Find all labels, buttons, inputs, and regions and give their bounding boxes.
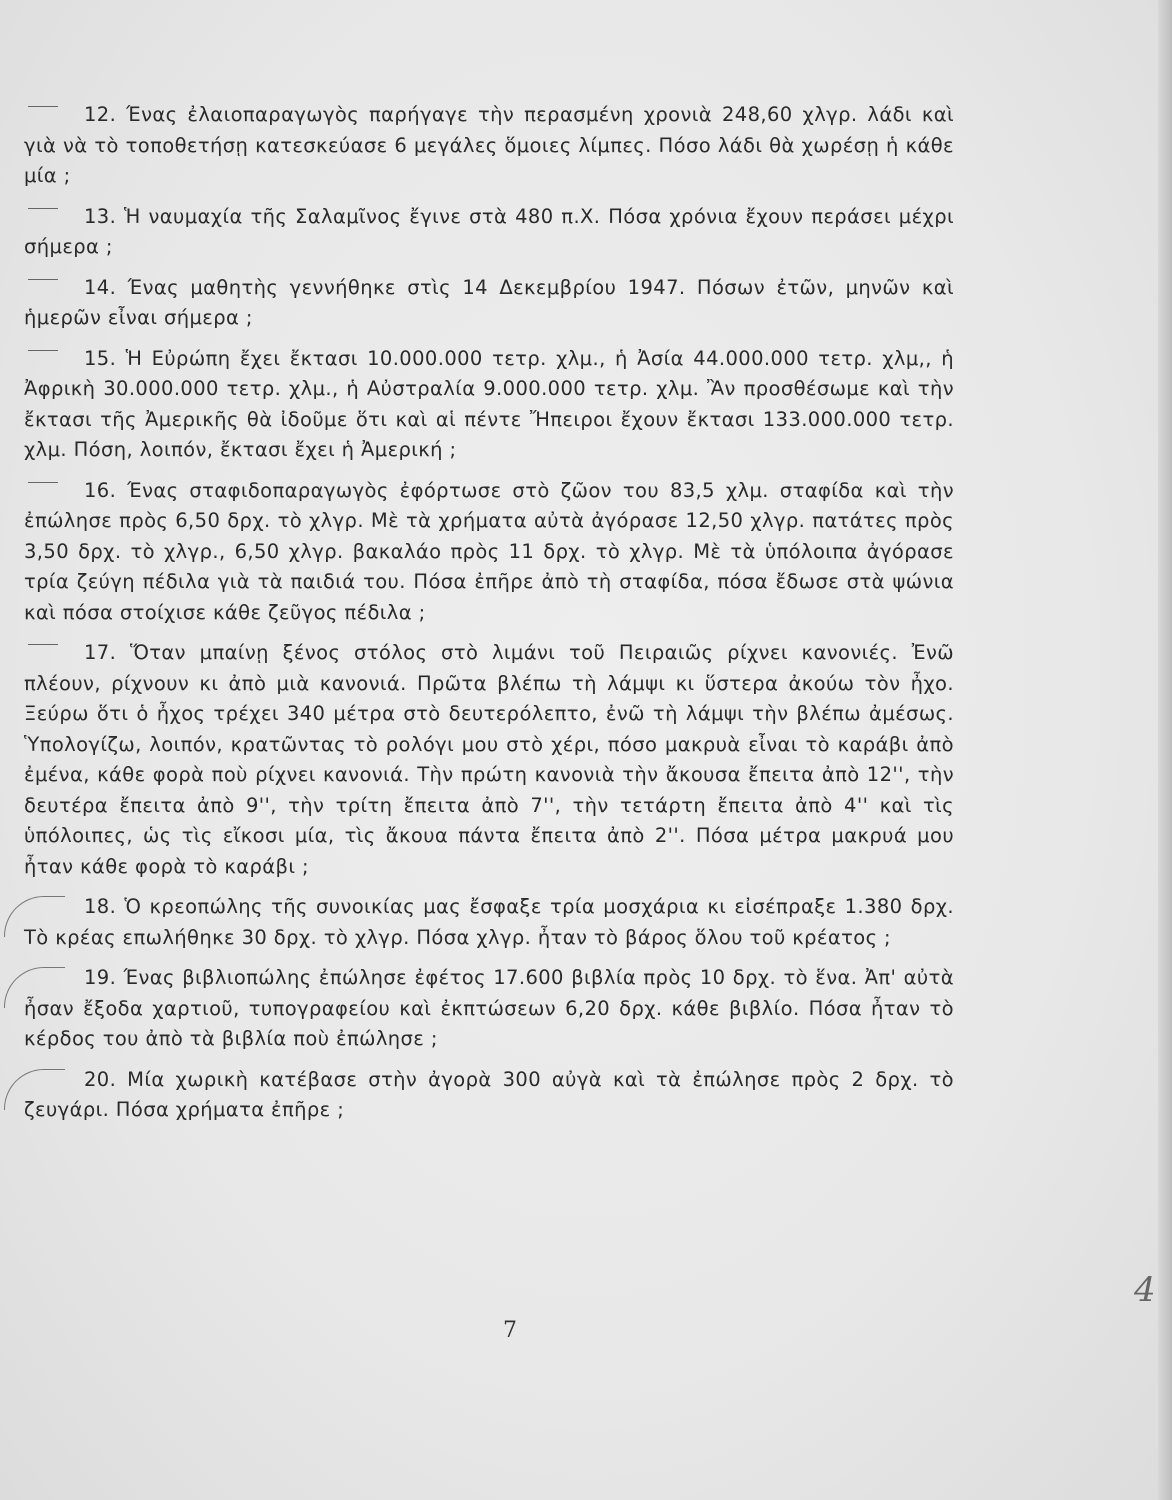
problem-text: Ἡ Εὐρώπη ἔχει ἔκτασι 10.000.000 τετρ. χλμ., ἡ Ἀσία 44.000.000 τετρ. χλμ,, ἡ Ἀφρικὴ 30.000.000 τετρ. χλμ., ἡ Αὐστραλία 9.000.000 τετρ. χλμ. Ἂν προσθέσωμε καὶ τὴν ἔκτασι τῆς Ἀμερικῆς θὰ ἰδοῦμε ὅτι καὶ αἱ πέντε Ἤπειροι ἔχουν ἔκτασι 133.000.000 τετρ. χλμ. Πόση, λοιπόν, ἔκτασι ἔχει ἡ Ἀμερική ; bbox=[24, 346, 954, 461]
problem-text: Ὁ κρεοπώλης τῆς συνοικίας μας ἔσφαξε τρία μοσχάρια κι εἰσέπραξε 1.380 δρχ. Τὸ κρέας επωλήθηκε 30 δρχ. τὸ χλγρ. Πόσα χλγρ. ἦταν τὸ βάρος ὅλου τοῦ κρέατος ; bbox=[24, 895, 954, 949]
problem-13 bbox=[24, 202, 954, 263]
page-number: 7 bbox=[503, 1318, 517, 1343]
pencil-dash-mark bbox=[28, 279, 58, 280]
problem-text: Ένας σταφιδοπαραγωγὸς ἐφόρτωσε στὸ ζῶον του 83,5 χλμ. σταφίδα καὶ τὴν ἐπώλησε πρὸς 6,50 δρχ. τὸ χλγρ. Μὲ τὰ χρήματα αὐτὰ ἀγόρασε 12,50 χλγρ. πατάτες πρὸς 3,50 δρχ. τὸ χλγρ., 6,50 χλγρ. βακαλάο πρὸς 11 δρχ. τὸ χλγρ. Μὲ τὰ ὑπόλοιπα ἀγόρασε τρία ζεύγη πέδιλα γιὰ τὰ παιδιά του. Πόσα ἐπῆρε ἀπὸ τὴ σταφίδα, πόσα ἔδωσε στὰ ψώνια καὶ πόσα στοίχισε κάθε ζεῦγος πέδιλα ; bbox=[24, 478, 954, 624]
problem-text: Ἡ ναυμαχία τῆς Σαλαμῖνος ἔγινε στὰ 480 π.Χ. Πόσα χρόνια ἔχουν περάσει μέχρι σήμερα ; bbox=[24, 204, 954, 258]
pencil-dash-mark bbox=[28, 644, 58, 645]
margin-handwritten-note: 4 bbox=[1134, 1270, 1156, 1310]
page-edge-shadow bbox=[1158, 0, 1172, 1500]
problem-text: Ὅταν μπαίνῃ ξένος στόλος στὸ λιμάνι τοῦ Πειραιῶς ρίχνει κανονιές. Ἐνῶ πλέουν, ρίχνουν κι ἀπὸ μιὰ κανονιά. Πρῶτα βλέπω τὴ λάμψι κι ὕστερα ἀκούω τὸν ἦχο. Ξεύρω ὅτι ὁ ἦχος τρέχει 340 μέτρα στὸ δευτερόλεπτο, ἐνῶ τὴ λάμψι τὴν βλέπω ἀμέσως. Ὑπολογίζω, λοιπόν, κρατῶντας τὸ ρολόγι μου στὸ χέρι, πόσο μακρυὰ εἶναι τὸ καράβι ἀπὸ ἐμένα, κάθε φορὰ ποὺ ρίχνει κανονιά. Τὴν πρώτη κανονιὰ τὴν ἄκουσα ἔπειτα ἀπὸ 12'', τὴν δευτέρα ἔπειτα ἀπὸ 9'', τὴν τρίτη ἔπειτα ἀπὸ 7'', τὴν τετάρτη ἔπειτα ἀπὸ 4'' καὶ τὶς ὑπόλοιπες, ὡς τὶς εἴκοσι μία, τὶς ἄκουα πάντα ἔπειτα ἀπὸ 2''. Πόσα μέτρα μακρυά μου ἦταν κάθε φορὰ τὸ καράβι ; bbox=[24, 641, 954, 878]
problem-number: 15. bbox=[84, 346, 117, 370]
problem-19 bbox=[24, 963, 954, 1055]
problem-text: Ένας μαθητὴς γεννήθηκε στὶς 14 Δεκεμβρίου 1947. Πόσων ἐτῶν, μηνῶν καὶ ἡμερῶν εἶναι σήμερα ; bbox=[24, 275, 954, 329]
problem-17 bbox=[24, 638, 954, 882]
pencil-dash-mark bbox=[28, 208, 58, 209]
problem-text: Μία χωρικὴ κατέβασε στὴν ἀγορὰ 300 αὐγὰ καὶ τὰ ἐπώλησε πρὸς 2 δρχ. τὸ ζευγάρι. Πόσα χρήματα ἐπῆρε ; bbox=[24, 1067, 954, 1121]
problem-number: 18. bbox=[84, 895, 117, 918]
problem-18 bbox=[24, 892, 954, 953]
pencil-dash-mark bbox=[28, 350, 58, 351]
pencil-dash-mark bbox=[28, 482, 58, 483]
pencil-arc-mark bbox=[4, 1069, 65, 1110]
pencil-arc-mark bbox=[4, 967, 65, 1008]
pencil-arc-mark bbox=[4, 896, 65, 937]
problem-12 bbox=[24, 100, 954, 192]
problem-number: 12. bbox=[84, 103, 117, 126]
problem-number: 20. bbox=[84, 1067, 117, 1091]
problem-number: 19. bbox=[84, 966, 117, 989]
problem-text: Ένας βιβλιοπώλης ἐπώλησε ἐφέτος 17.600 βιβλία πρὸς 10 δρχ. τὸ ἕνα. Ἀπ' αὐτὰ ἦσαν ἔξοδα χαρτιοῦ, τυπογραφείου καὶ ἐκπτώσεων 6,20 δρχ. κάθε βιβλίο. Πόσα ἦταν τὸ κέρδος του ἀπὸ τὰ βιβλία ποὺ ἐπώλησε ; bbox=[24, 966, 954, 1050]
problem-number: 13. bbox=[84, 204, 117, 228]
problem-list bbox=[24, 100, 954, 1136]
problem-number: 17. bbox=[84, 641, 117, 664]
problem-20 bbox=[24, 1065, 954, 1126]
pencil-dash-mark bbox=[28, 106, 58, 107]
problem-text: Ένας ἐλαιοπαραγωγὸς παρήγαγε τὴν περασμένη χρονιὰ 248,60 χλγρ. λάδι καὶ γιὰ νὰ τὸ τοποθετήσῃ κατεσκεύασε 6 μεγάλες ὅμοιες λίμπες. Πόσο λάδι θὰ χωρέσῃ ἡ κάθε μία ; bbox=[24, 103, 954, 187]
problem-16 bbox=[24, 476, 954, 629]
problem-number: 16. bbox=[84, 478, 117, 502]
problem-15 bbox=[24, 344, 954, 466]
problem-number: 14. bbox=[84, 275, 117, 299]
problem-14 bbox=[24, 273, 954, 334]
